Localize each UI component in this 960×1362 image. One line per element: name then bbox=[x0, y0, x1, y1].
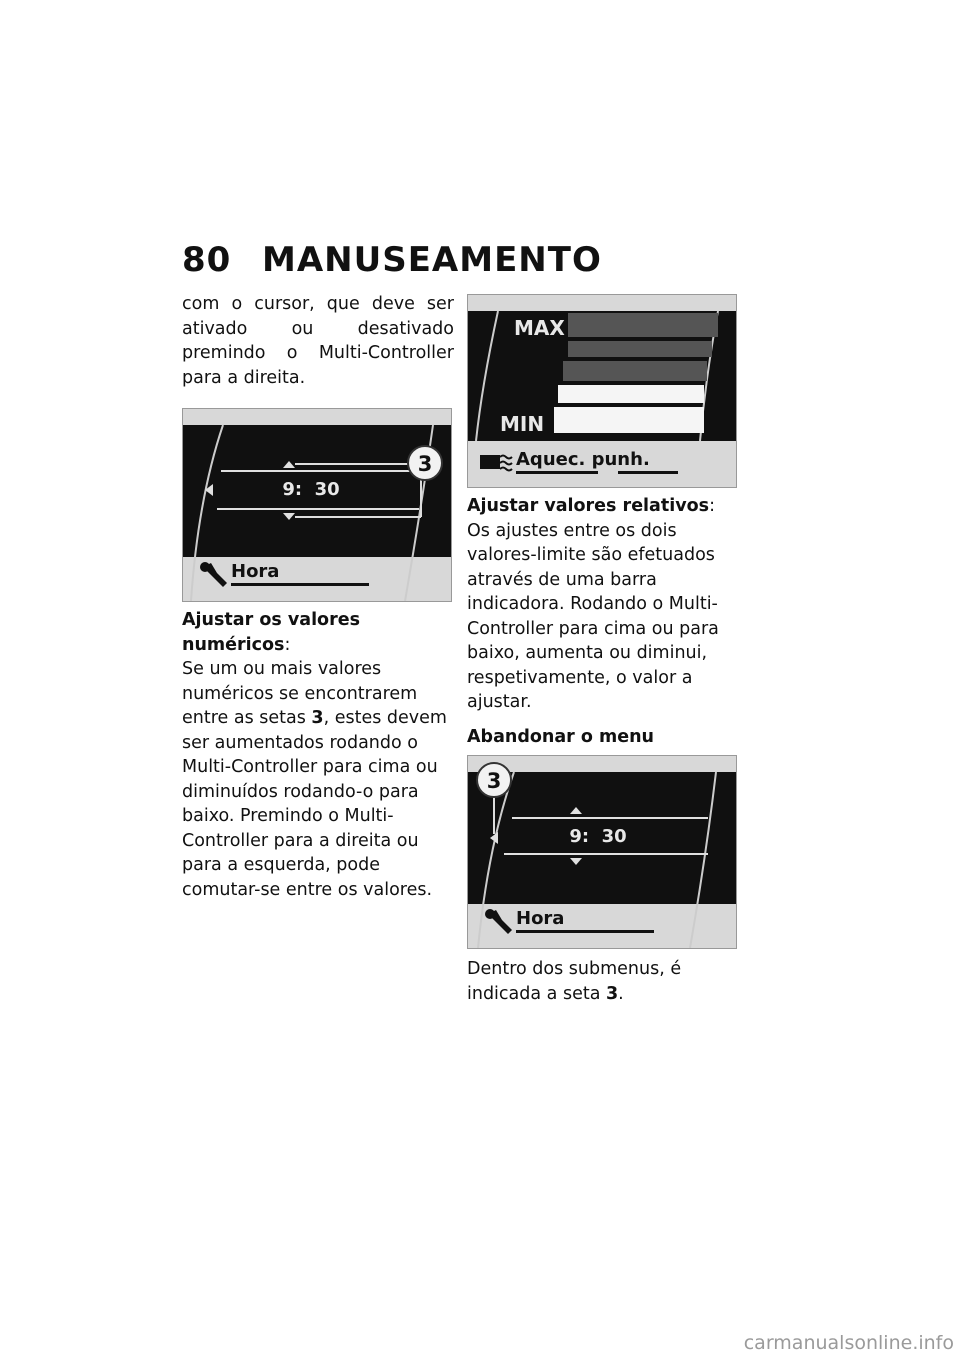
relative-text: Os ajustes entre os dois valores-limite são efetuados através de uma barra indicadora. Rodando o Multi-Controller para cima ou para baixo, aumenta ou diminui, respetivamente, o valor a ajustar. bbox=[467, 520, 719, 712]
heading-colon: : bbox=[284, 634, 291, 655]
exit-paragraph bbox=[467, 957, 739, 1006]
intro-paragraph: com o cursor, que deve ser ativado ou desativado premindo o Multi-Controller para a direita. bbox=[182, 294, 454, 388]
status-label: Aquec. punh. bbox=[516, 449, 650, 470]
relative-paragraph bbox=[467, 494, 739, 715]
page-header bbox=[182, 240, 602, 280]
status-label: Hora bbox=[516, 908, 565, 929]
numeric-text-2: , estes devem ser aumentados rodando o Multi-Controller para cima ou diminuídos rodando-o para baixo. Premindo o Multi-Controller para a direita ou para a esquerda, pode comutar-se entre os valores. bbox=[182, 708, 447, 900]
time-value: 9: 30 bbox=[569, 826, 627, 847]
section-title: MANUSEAMENTO bbox=[262, 240, 602, 280]
heading-numeric: Ajustar os valores numéricos bbox=[182, 610, 360, 655]
figure-time-setting bbox=[182, 408, 452, 602]
arrow-ref: 3 bbox=[605, 983, 619, 1004]
numeric-paragraph bbox=[182, 608, 454, 902]
right-column bbox=[467, 294, 739, 1006]
left-column bbox=[182, 292, 454, 902]
time-value: 9: 30 bbox=[282, 479, 340, 500]
heading-colon: : bbox=[709, 496, 715, 516]
status-label: Hora bbox=[231, 561, 280, 582]
heading-relative: Ajustar valores relativos bbox=[467, 496, 710, 516]
callout-3: 3 bbox=[417, 452, 433, 476]
page-number: 80 bbox=[182, 240, 232, 280]
exit-text-2: . bbox=[618, 983, 624, 1004]
figure-exit-menu bbox=[467, 755, 737, 949]
min-label: MIN bbox=[500, 412, 545, 436]
exit-text-1: Dentro dos submenus, é indicada a seta bbox=[467, 959, 682, 1004]
arrow-ref: 3 bbox=[311, 708, 324, 728]
level-bars bbox=[554, 313, 718, 433]
numeric-text-1: Se um ou mais valores numéricos se encontrarem entre as setas bbox=[182, 659, 418, 728]
heading-exit: Abandonar o menu bbox=[467, 726, 655, 747]
callout-3: 3 bbox=[486, 769, 502, 793]
watermark: carmanualsonline.info bbox=[743, 1332, 954, 1354]
max-label: MAX bbox=[514, 316, 565, 340]
figure-heated-grip bbox=[467, 294, 737, 488]
